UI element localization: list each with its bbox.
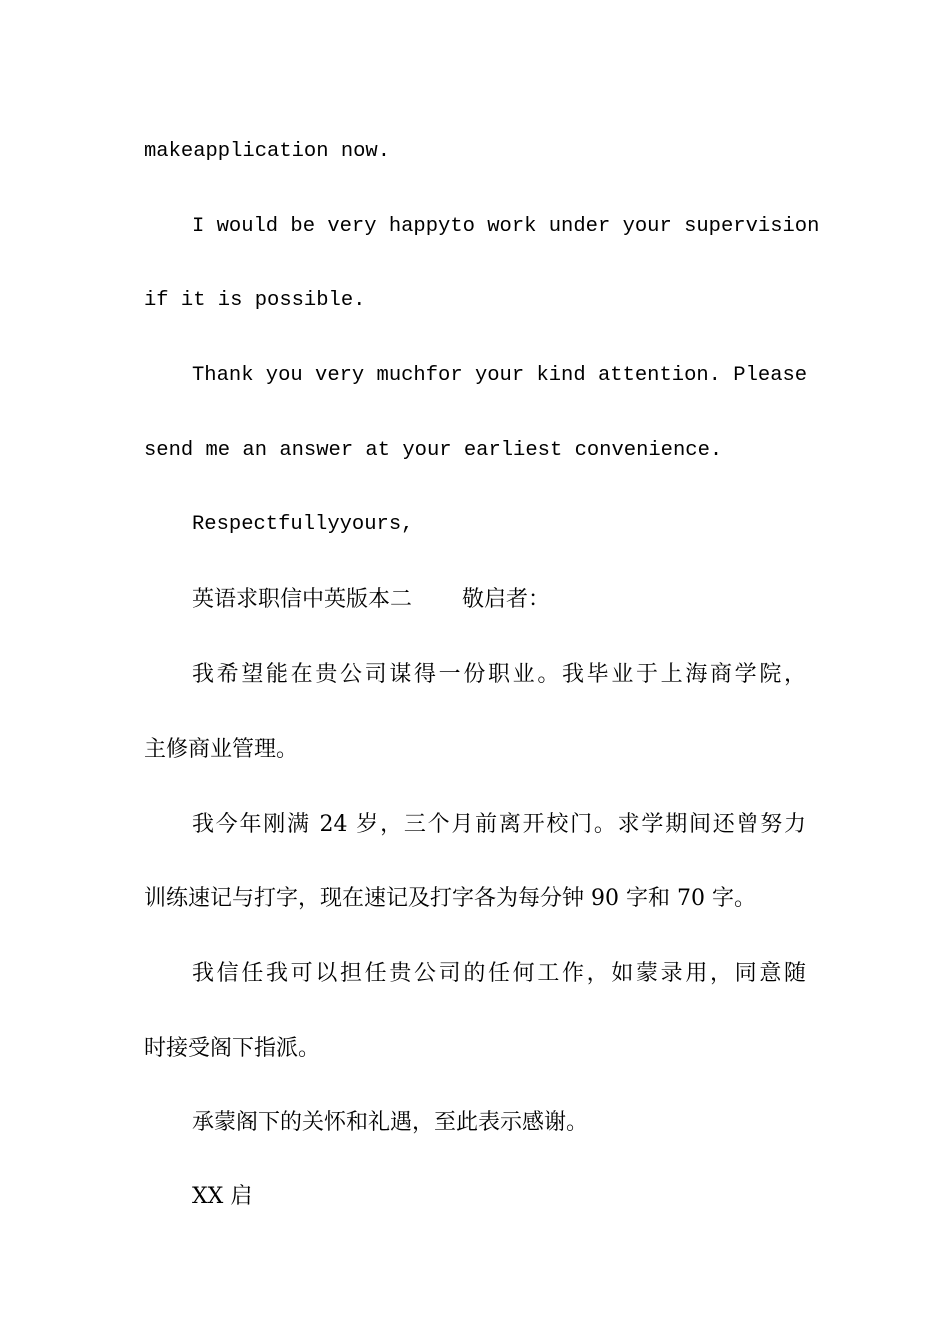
signature-line: XX 启 [192,1184,253,1209]
section-heading-line [192,585,550,615]
paragraph-line: makeapplication now. [144,140,391,163]
paragraph-line: Thank you very muchfor your kind attention. Please [192,364,808,387]
paragraph-line: 训练速记与打字，现在速记及打字各为每分钟 90 字和 70 字。 [144,886,756,911]
paragraph-line: 主修商业管理。 [144,737,299,762]
closing-line: Respectfullyyours, [192,513,414,536]
salutation: 敬启者： [462,587,551,612]
paragraph-line: 我信任我可以担任贵公司的任何工作，如蒙录用，同意随 [192,961,806,986]
paragraph-line: I would be very happyto work under your supervision [192,215,820,238]
section-heading: 英语求职信中英版本二 [192,587,413,612]
paragraph-line: 我今年刚满 24 岁，三个月前离开校门。求学期间还曾努力 [192,812,806,837]
paragraph-line: 我希望能在贵公司谋得一份职业。我毕业于上海商学院， [192,662,806,687]
paragraph-line: 承蒙阁下的关怀和礼遇，至此表示感谢。 [192,1110,589,1135]
paragraph-line: if it is possible. [144,289,366,312]
paragraph-line: send me an answer at your earliest convenience. [144,439,723,462]
paragraph-line: 时接受阁下指派。 [144,1036,321,1061]
